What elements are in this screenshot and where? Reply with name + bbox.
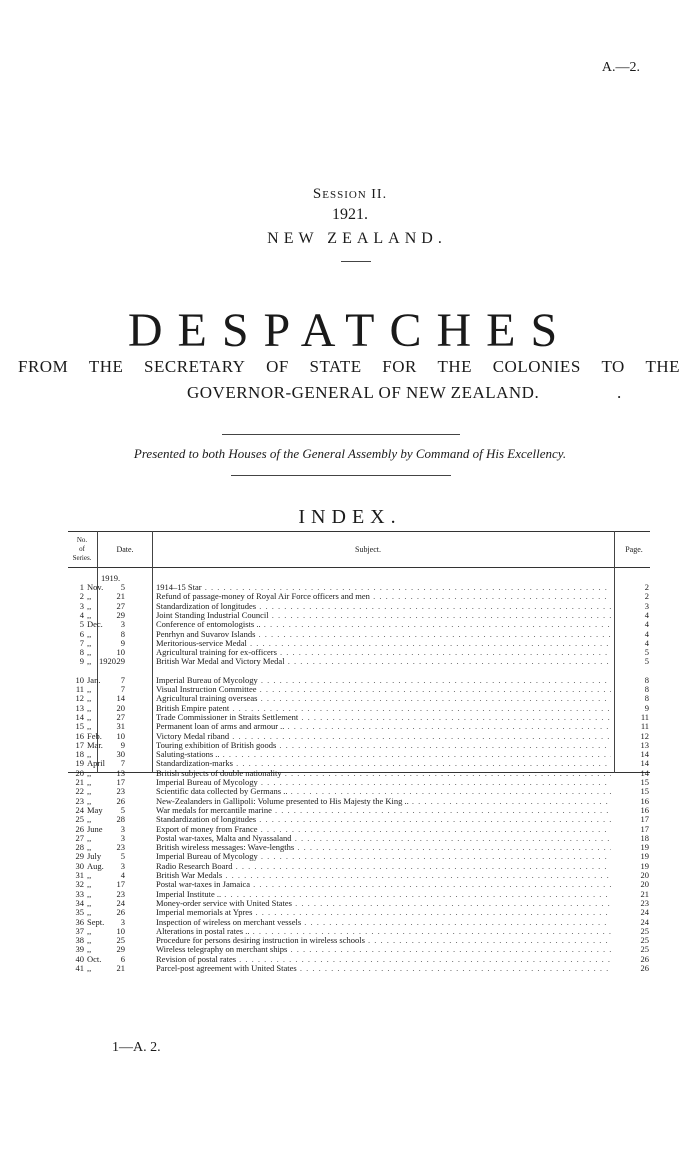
- month: Nov.: [87, 582, 104, 592]
- table-row: [68, 871, 650, 880]
- month: Aug.: [87, 860, 104, 871]
- table-row: [68, 602, 650, 611]
- day: 9: [120, 739, 125, 750]
- subject: Saluting-stations .. . .: [156, 750, 611, 759]
- header-no-line: of: [79, 545, 85, 553]
- month: ,,: [87, 963, 92, 973]
- table-row: [68, 797, 650, 806]
- table-row: [68, 806, 650, 815]
- divider: [341, 261, 371, 262]
- table-row: [68, 648, 650, 657]
- page-number: 13: [640, 739, 649, 750]
- series-number: 12: [75, 693, 84, 704]
- day: 23: [116, 786, 125, 797]
- month: ,,: [87, 944, 92, 955]
- table-row: [68, 685, 650, 694]
- page-number: 11: [640, 721, 649, 732]
- page-number: 14: [640, 758, 649, 769]
- series-number: 22: [75, 786, 84, 797]
- day: 5: [120, 804, 125, 815]
- month: ,,: [87, 786, 92, 797]
- subject: Imperial memorials at Ypres . .: [156, 908, 611, 917]
- subject: Conference of entomologists .. . .: [156, 620, 611, 629]
- series-number: 27: [75, 832, 84, 843]
- series-number: 13: [75, 702, 84, 713]
- series-number: 18: [75, 749, 84, 760]
- subject: Alterations in postal rates .. . .: [156, 927, 611, 936]
- subtitle-word: SECRETARY: [144, 357, 246, 376]
- day: 6: [120, 953, 125, 964]
- index-heading: INDEX.: [298, 506, 402, 528]
- month: ,,: [87, 656, 92, 667]
- subject: 1914–15 Star . .: [156, 583, 611, 592]
- day: 10: [116, 730, 125, 741]
- subtitle-word: FROM: [18, 357, 69, 376]
- document-reference: A.—2.: [601, 60, 640, 75]
- subject: New-Zealanders in Gallipoli: Volume presented to His Majesty the King .. . .: [156, 797, 611, 806]
- footer-reference: 1—A. 2.: [112, 1040, 161, 1055]
- subject: Radio Research Board . .: [156, 862, 611, 871]
- day: 26: [116, 907, 125, 918]
- page-number: 17: [640, 823, 649, 834]
- subject: Permanent loan of arms and armour .. . .: [156, 722, 611, 731]
- day: 29: [116, 609, 125, 620]
- day: 20: [116, 702, 125, 713]
- subject: Postal war-taxes in Jamaica . .: [156, 880, 611, 889]
- subtitle-word: OF: [266, 357, 289, 376]
- day: 7: [120, 684, 125, 694]
- subtitle-word: THE: [437, 357, 473, 376]
- day: 3: [120, 619, 125, 630]
- page-number: 4: [644, 619, 649, 630]
- subject: Penrhyn and Suvarov Islands . .: [156, 630, 611, 639]
- subject: British wireless messages: Wave-lengths . .: [156, 843, 611, 852]
- day: 21: [116, 591, 125, 602]
- month: Jan.: [87, 674, 101, 685]
- month: ,,: [87, 795, 92, 806]
- subject: Standardization-marks . .: [156, 759, 611, 768]
- table-row: [68, 908, 650, 917]
- series-number: 1: [79, 582, 84, 592]
- page-number: 11: [640, 711, 649, 722]
- day: 3: [120, 916, 125, 927]
- page-number: 15: [640, 786, 649, 797]
- session-number: II.: [371, 187, 388, 202]
- day: 28: [116, 814, 125, 825]
- table-row: [68, 732, 650, 741]
- table-row: [68, 918, 650, 927]
- subtitle-word: COLONIES: [492, 357, 581, 376]
- day: 31: [116, 721, 125, 732]
- day: 27: [116, 600, 125, 611]
- month: ,,: [87, 721, 92, 732]
- table-row: [68, 657, 650, 666]
- page-number: 14: [640, 749, 649, 760]
- subject: Imperial Institute .. . .: [156, 890, 611, 899]
- page-number: 8: [644, 693, 649, 704]
- series-number: 16: [75, 730, 84, 741]
- series-number: 20: [75, 767, 84, 778]
- page-number: 24: [640, 916, 649, 927]
- page-number: 4: [644, 637, 649, 648]
- day: 3: [120, 823, 125, 834]
- subtitle-word: THE: [88, 357, 124, 376]
- series-number: 33: [75, 888, 84, 899]
- series-number: 30: [75, 860, 84, 871]
- month: Feb.: [87, 730, 102, 741]
- subject: Scientific data collected by Germans .. . .: [156, 787, 611, 796]
- table-row: [68, 713, 650, 722]
- subject: Imperial Bureau of Mycology . .: [156, 852, 611, 861]
- page-number: 23: [640, 897, 649, 908]
- country: NEW ZEALAND.: [267, 230, 447, 247]
- series-number: 23: [75, 795, 84, 806]
- day: 9: [120, 637, 125, 648]
- table-row: [68, 852, 650, 861]
- series-number: 37: [75, 925, 84, 936]
- series-number: 14: [75, 711, 84, 722]
- table-row: [68, 862, 650, 871]
- month: ,,: [87, 777, 92, 787]
- document-title: DESPATCHES: [127, 304, 573, 357]
- page-number: 14: [640, 767, 649, 778]
- table-row: [68, 639, 650, 648]
- table-header-rule: [68, 567, 650, 568]
- month: ,,: [87, 879, 92, 890]
- table-row: [68, 787, 650, 796]
- header-page: Page.: [625, 545, 643, 554]
- day: 21: [116, 963, 125, 973]
- page-number: 26: [640, 963, 649, 973]
- table-row: [68, 620, 650, 629]
- page-number: 16: [640, 804, 649, 815]
- page-number: 19: [640, 842, 649, 853]
- subject: Agricultural training overseas . .: [156, 694, 611, 703]
- month: ,,: [87, 907, 92, 918]
- page-number: 4: [644, 609, 649, 620]
- month: July: [87, 851, 102, 862]
- day: 26: [116, 795, 125, 806]
- page-number: 18: [640, 832, 649, 843]
- subject: British War Medal and Victory Medal . .: [156, 657, 611, 666]
- header-series-number: [68, 536, 96, 563]
- day: 7: [120, 674, 125, 685]
- subject: Procedure for persons desiring instruction in wireless schools . .: [156, 936, 611, 945]
- day: 17: [116, 879, 125, 890]
- table-row: [68, 741, 650, 750]
- series-number: 31: [75, 870, 84, 880]
- subject: British subjects of double nationality . .: [156, 769, 611, 778]
- series-number: 29: [75, 851, 84, 862]
- page-number: 24: [640, 907, 649, 918]
- day: 5: [120, 851, 125, 862]
- subject: Imperial Bureau of Mycology . .: [156, 778, 611, 787]
- page-number: 21: [640, 888, 649, 899]
- series-number: 35: [75, 907, 84, 918]
- page-number: 5: [644, 656, 649, 667]
- session-rest: ESSION: [322, 189, 367, 201]
- month: Mar.: [87, 739, 103, 750]
- day: 3: [120, 860, 125, 871]
- presentation-note: Presented to both Houses of the General Assembly by Command of His Excellency.: [133, 446, 567, 461]
- subject: Touring exhibition of British goods . .: [156, 741, 611, 750]
- month: ,,: [87, 749, 92, 760]
- month: ,,: [87, 600, 92, 611]
- table-row: [68, 936, 650, 945]
- table-row: [68, 955, 650, 964]
- subtitle-word: FOR: [382, 357, 417, 376]
- series-number: 40: [75, 953, 84, 964]
- page-number: 2: [644, 591, 649, 602]
- series-number: 6: [79, 628, 84, 639]
- table-row: [68, 945, 650, 954]
- page-number: 12: [640, 730, 649, 741]
- session-heading: [0, 186, 700, 203]
- series-number: 26: [75, 823, 84, 834]
- divider: [231, 475, 451, 476]
- table-row: [68, 825, 650, 834]
- subject: Refund of passage-money of Royal Air Force officers and men . .: [156, 592, 611, 601]
- month: ,,: [87, 702, 92, 713]
- divider: [222, 434, 460, 435]
- month: ,,: [87, 647, 92, 658]
- series-number: 24: [75, 804, 84, 815]
- table-row: [68, 694, 650, 703]
- page-number: 9: [644, 702, 649, 713]
- year: 1921.: [332, 206, 368, 223]
- month: ,,: [87, 684, 92, 694]
- month: ,,: [87, 897, 92, 908]
- table-row: [68, 927, 650, 936]
- series-number: 8: [79, 647, 84, 658]
- table-row: [68, 750, 650, 759]
- day: 17: [116, 777, 125, 787]
- day: 4: [120, 870, 125, 880]
- month: ,,: [87, 870, 92, 880]
- table-row: [68, 890, 650, 899]
- page-number: 4: [644, 628, 649, 639]
- page-number: 8: [644, 684, 649, 694]
- subject: Standardization of longitudes . .: [156, 815, 611, 824]
- table-row: [68, 769, 650, 778]
- month: Sept.: [87, 916, 105, 927]
- series-number: 41: [75, 963, 84, 973]
- series-number: 11: [75, 684, 84, 694]
- series-number: 36: [75, 916, 84, 927]
- day: 25: [116, 935, 125, 946]
- series-number: 7: [79, 637, 84, 648]
- month: May: [87, 804, 103, 815]
- subject: Parcel-post agreement with United States . .: [156, 964, 611, 973]
- month: ,,: [87, 925, 92, 936]
- day: 23: [116, 888, 125, 899]
- series-number: 2: [79, 591, 84, 602]
- month: ,,: [87, 711, 92, 722]
- page-number: 20: [640, 870, 649, 880]
- month: ,,: [87, 767, 92, 778]
- series-number: 34: [75, 897, 84, 908]
- page-number: 19: [640, 860, 649, 871]
- series-number: 25: [75, 814, 84, 825]
- year-label-1919: 1919.: [101, 573, 121, 583]
- table-row: [68, 964, 650, 973]
- subject: Postal war-taxes, Malta and Nyassaland . .: [156, 834, 611, 843]
- table-row: [68, 843, 650, 852]
- page-number: 25: [640, 935, 649, 946]
- table-row: [68, 880, 650, 889]
- day: 8: [120, 628, 125, 639]
- day: 24: [116, 897, 125, 908]
- subtitle-line-1: [18, 357, 680, 377]
- page-number: 26: [640, 953, 649, 964]
- table-row: [68, 611, 650, 620]
- series-number: 15: [75, 721, 84, 732]
- page-number: 17: [640, 814, 649, 825]
- subject: Wireless telegraphy on merchant ships . .: [156, 945, 611, 954]
- subject: Inspection of wireless on merchant vessels . .: [156, 918, 611, 927]
- series-number: 19: [75, 758, 84, 769]
- series-number: 38: [75, 935, 84, 946]
- series-number: 4: [79, 609, 84, 620]
- table-row: [68, 778, 650, 787]
- subject: Victory Medal riband . .: [156, 732, 611, 741]
- day: 29: [116, 656, 125, 667]
- month: ,,: [87, 637, 92, 648]
- table-row: [68, 630, 650, 639]
- subject: Money-order service with United States . .: [156, 899, 611, 908]
- subtitle-trailing-mark: .: [617, 383, 622, 402]
- series-number: 9: [79, 656, 84, 667]
- index-table: [68, 531, 650, 973]
- header-no-line: Series.: [72, 554, 92, 562]
- page-number: 5: [644, 647, 649, 658]
- month: ,,: [87, 832, 92, 843]
- subject: Trade Commissioner in Straits Settlement . .: [156, 713, 611, 722]
- month: April: [87, 758, 105, 769]
- subtitle-word: THE: [645, 357, 680, 376]
- subject: British Empire patent . .: [156, 704, 611, 713]
- page-number: 25: [640, 925, 649, 936]
- day: 7: [120, 758, 125, 769]
- month: ,,: [87, 628, 92, 639]
- page-number: 16: [640, 795, 649, 806]
- month: ,,: [87, 842, 92, 853]
- table-row: [68, 583, 650, 592]
- table-row: [68, 722, 650, 731]
- day: 29: [116, 944, 125, 955]
- day: 13: [116, 767, 125, 778]
- page-number: 20: [640, 879, 649, 890]
- month: ,,: [87, 609, 92, 620]
- subject: Standardization of longitudes . .: [156, 602, 611, 611]
- series-number: 32: [75, 879, 84, 890]
- page-number: 8: [644, 674, 649, 685]
- month: ,,: [87, 814, 92, 825]
- day: 10: [116, 647, 125, 658]
- year-label-1920: 1920.: [99, 656, 119, 666]
- table-row: [68, 834, 650, 843]
- month: ,,: [87, 935, 92, 946]
- month: Oct.: [87, 953, 102, 964]
- subtitle-word: TO: [601, 357, 625, 376]
- month: ,,: [87, 693, 92, 704]
- series-number: 10: [75, 674, 84, 685]
- subject: Export of money from France . .: [156, 825, 611, 834]
- subtitle-line-2: GOVERNOR-GENERAL OF NEW ZEALAND.: [187, 383, 540, 402]
- series-number: 21: [75, 777, 84, 787]
- subject: Joint Standing Industrial Council . .: [156, 611, 611, 620]
- subject: Revision of postal rates . .: [156, 955, 611, 964]
- table-row: [68, 815, 650, 824]
- series-number: 17: [75, 739, 84, 750]
- subject: Meritorious-service Medal . .: [156, 639, 611, 648]
- series-number: 28: [75, 842, 84, 853]
- header-no-line: No.: [76, 536, 88, 544]
- table-row: [68, 592, 650, 601]
- series-number: 3: [79, 600, 84, 611]
- day: 5: [120, 582, 125, 592]
- page-number: 19: [640, 851, 649, 862]
- subject: Agricultural training for ex-officers . .: [156, 648, 611, 657]
- table-top-rule: [68, 531, 650, 532]
- day: 3: [120, 832, 125, 843]
- header-date: Date.: [116, 545, 134, 554]
- table-row: [68, 899, 650, 908]
- series-number: 5: [79, 619, 84, 630]
- page-number: 15: [640, 777, 649, 787]
- table-row: [68, 704, 650, 713]
- day: 10: [116, 925, 125, 936]
- table-row: [68, 676, 650, 685]
- page-number: 3: [644, 600, 649, 611]
- month: ,,: [87, 888, 92, 899]
- subject: Visual Instruction Committee . .: [156, 685, 611, 694]
- subject: British War Medals . .: [156, 871, 611, 880]
- table-row: [68, 759, 650, 768]
- series-number: 39: [75, 944, 84, 955]
- page-number: 25: [640, 944, 649, 955]
- month: Dec.: [87, 619, 103, 630]
- day: 30: [116, 749, 125, 760]
- header-subject: Subject.: [355, 545, 381, 554]
- day: 23: [116, 842, 125, 853]
- session-prefix: S: [312, 186, 323, 202]
- month: June: [87, 823, 103, 834]
- page-number: 2: [644, 582, 649, 592]
- subject: War medals for mercantile marine . .: [156, 806, 611, 815]
- subject: Imperial Bureau of Mycology . .: [156, 676, 611, 685]
- subtitle-word: STATE: [309, 357, 362, 376]
- day: 14: [116, 693, 125, 704]
- day: 27: [116, 711, 125, 722]
- month: ,,: [87, 591, 92, 602]
